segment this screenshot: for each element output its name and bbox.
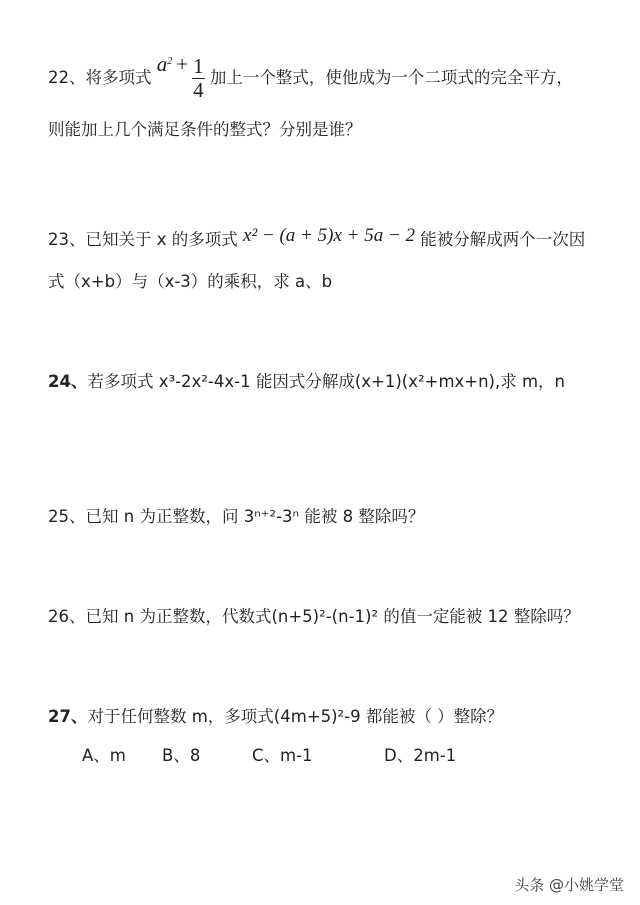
fraction-numerator: 1 <box>193 54 204 78</box>
question-25 <box>48 507 424 527</box>
option-b: B、8 <box>162 746 201 765</box>
fraction-denominator: 4 <box>193 78 204 102</box>
option-a: A、m <box>82 746 126 765</box>
question-number: 23、 <box>48 230 86 249</box>
question-26 <box>48 607 580 627</box>
question-number: 24、 <box>48 372 88 391</box>
question-text: 已知 n 为正整数，问 3ⁿ⁺²-3ⁿ 能被 8 整除吗？ <box>85 507 425 526</box>
question-number: 27、 <box>48 707 88 726</box>
option-c: C、m-1 <box>252 746 313 765</box>
math-expression: x² − (a + 5)x + 5a − 2 <box>243 225 416 246</box>
question-text: 已知关于 x 的多项式 <box>85 230 238 249</box>
fraction <box>192 56 205 101</box>
question-number: 25、 <box>48 507 86 526</box>
question-text-continued: 加上一个整式，使他成为一个二项式的完全平方， <box>209 68 573 87</box>
question-22-line2: 则能加上几个满足条件的整式？分别是谁？ <box>48 120 362 139</box>
math-var-a: a <box>156 52 168 76</box>
question-number: 22、 <box>48 68 86 87</box>
math-plus: + <box>176 52 189 76</box>
math-expression <box>157 52 192 76</box>
question-22 <box>48 52 573 101</box>
math-exponent: 2 <box>167 56 173 67</box>
question-text-continued: 能被分解成两个一次因 <box>420 230 586 249</box>
question-23 <box>48 225 585 250</box>
question-number: 26、 <box>48 607 86 626</box>
watermark: 头条 @小姚学堂 <box>514 876 624 894</box>
question-text: 已知 n 为正整数，代数式(n+5)²-(n-1)² 的值一定能被 12 整除吗？ <box>85 607 580 626</box>
question-text: 将多项式 <box>85 68 152 87</box>
option-d: D、2m-1 <box>384 746 457 765</box>
question-24 <box>48 372 565 392</box>
question-text: 对于任何整数 m，多项式(4m+5)²-9 都能被（ ）整除？ <box>87 707 504 726</box>
question-27 <box>48 707 503 727</box>
question-23-line2: 式（x+b）与（x-3）的乘积，求 a、b <box>48 272 333 291</box>
question-text: 若多项式 x³-2x²-4x-1 能因式分解成(x+1)(x²+mx+n),求 m，n <box>87 372 566 391</box>
